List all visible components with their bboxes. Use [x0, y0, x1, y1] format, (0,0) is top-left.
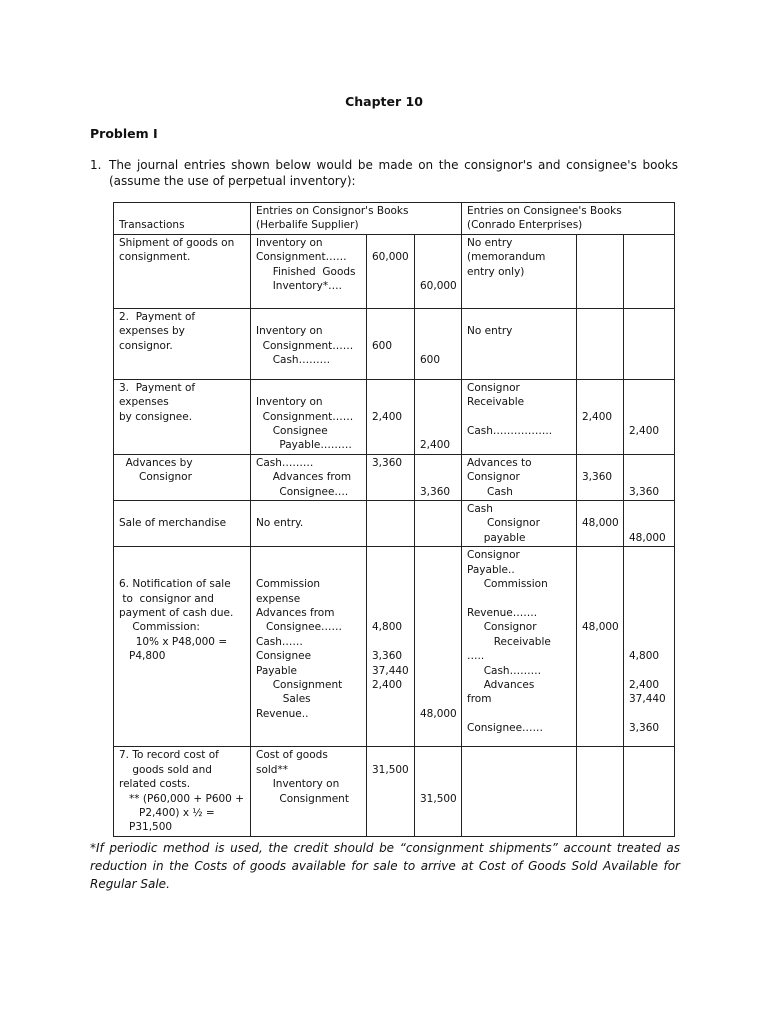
footnote: *If periodic method is used, the credit should be “consignment shipments” account treated as reduction in the Costs of goods available for sale to arrive at Cost of Goods Sold Available for Regular Sale.	[90, 841, 680, 891]
consignor-debit-cell: 31,500	[367, 747, 415, 836]
consignee-debit-cell: 48,000	[577, 547, 624, 747]
consignor-debit-cell: 2,400	[367, 379, 415, 454]
consignor-debit-cell: 60,000	[367, 234, 415, 308]
consignee-debit-cell	[577, 308, 624, 379]
problem-title: Problem I	[90, 126, 158, 141]
consignor-credit-cell	[415, 501, 462, 547]
transaction-cell: Sale of merchandise	[114, 501, 251, 547]
header-consignor-books: Entries on Consignor's Books (Herbalife Supplier)	[251, 203, 462, 235]
consignor-credit-cell: 600	[415, 308, 462, 379]
consignor-debit-cell: 4,800 3,360 37,440 2,400	[367, 547, 415, 747]
consignor-entry-cell: Cost of goods sold** Inventory on Consignment	[251, 747, 367, 836]
consignor-credit-cell: 60,000	[415, 234, 462, 308]
consignee-credit-cell: 2,400	[624, 379, 675, 454]
transaction-cell: 3. Payment of expenses by consignee.	[114, 379, 251, 454]
consignee-debit-cell	[577, 234, 624, 308]
consignee-entry-cell: No entry (memorandum entry only)	[462, 234, 577, 308]
consignee-credit-cell	[624, 747, 675, 836]
consignor-debit-cell: 600	[367, 308, 415, 379]
consignee-entry-cell: Cash Consignor payable	[462, 501, 577, 547]
consignee-debit-cell: 3,360	[577, 454, 624, 500]
consignor-entry-cell: Commission expense Advances from Consignee…… Cash…… Consignee Payable Consignment Sales Revenue..	[251, 547, 367, 747]
consignee-credit-cell: 48,000	[624, 501, 675, 547]
consignee-debit-cell	[577, 747, 624, 836]
consignor-entry-cell: Inventory on Consignment…… Finished Goods Inventory*….	[251, 234, 367, 308]
consignee-debit-cell: 48,000	[577, 501, 624, 547]
table-row	[114, 234, 675, 308]
consignee-credit-cell: 3,360	[624, 454, 675, 500]
consignor-credit-cell: 2,400	[415, 379, 462, 454]
intro-number: 1.	[90, 158, 102, 172]
transaction-cell: Shipment of goods on consignment.	[114, 234, 251, 308]
consignor-credit-cell: 3,360	[415, 454, 462, 500]
consignor-entry-cell: Inventory on Consignment…… Cash………	[251, 308, 367, 379]
transaction-cell: 7. To record cost of goods sold and related costs. ** (P60,000 + P600 + P2,400) x ½ = P31,500	[114, 747, 251, 836]
table-row	[114, 747, 675, 836]
transaction-cell: Advances by Consignor	[114, 454, 251, 500]
chapter-title: Chapter 10	[345, 94, 423, 109]
transaction-cell: 6. Notification of sale to consignor and payment of cash due. Commission: 10% x P48,000 = P4,800	[114, 547, 251, 747]
table-row	[114, 379, 675, 454]
consignee-credit-cell	[624, 234, 675, 308]
consignor-credit-cell: 48,000	[415, 547, 462, 747]
intro-text: The journal entries shown below would be made on the consignor's and consignee's books (assume the use of perpetual inventory):	[109, 158, 678, 188]
table-row	[114, 308, 675, 379]
consignee-entry-cell: No entry	[462, 308, 577, 379]
consignor-entry-cell: Inventory on Consignment…… Consignee Payable………	[251, 379, 367, 454]
consignee-credit-cell: 4,800 2,400 37,440 3,360	[624, 547, 675, 747]
header-consignee-books: Entries on Consignee's Books (Conrado Enterprises)	[462, 203, 675, 235]
consignee-entry-cell: Consignor Payable.. Commission Revenue……. Consignor Receivable ….. Cash……… Advances from Consignee……	[462, 547, 577, 747]
table-header-row	[114, 203, 675, 235]
consignee-credit-cell	[624, 308, 675, 379]
consignor-credit-cell: 31,500	[415, 747, 462, 836]
intro-paragraph	[90, 157, 678, 189]
consignee-entry-cell: Advances to Consignor Cash	[462, 454, 577, 500]
consignee-debit-cell: 2,400	[577, 379, 624, 454]
table-row	[114, 501, 675, 547]
consignee-entry-cell: Consignor Receivable Cash……………..	[462, 379, 577, 454]
journal-entries-table	[113, 202, 675, 837]
consignor-debit-cell	[367, 501, 415, 547]
header-transactions: Transactions	[114, 203, 251, 235]
consignee-entry-cell	[462, 747, 577, 836]
consignor-entry-cell: No entry.	[251, 501, 367, 547]
consignor-debit-cell: 3,360	[367, 454, 415, 500]
table-row	[114, 454, 675, 500]
table-row	[114, 547, 675, 747]
consignor-entry-cell: Cash……… Advances from Consignee….	[251, 454, 367, 500]
transaction-cell: 2. Payment of expenses by consignor.	[114, 308, 251, 379]
